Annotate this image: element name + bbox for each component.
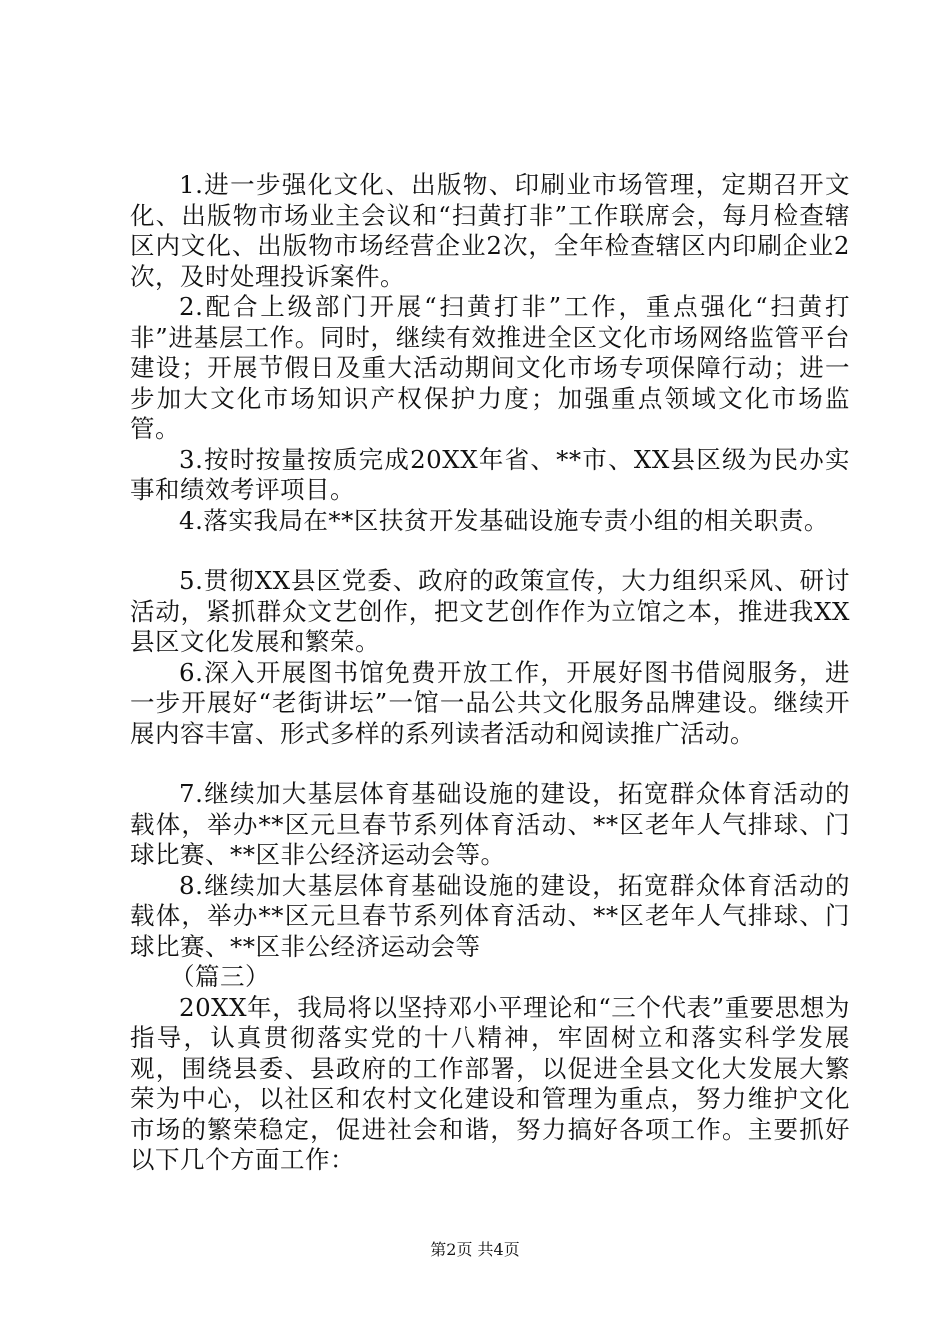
paragraph-5: 5.贯彻XX县区党委、政府的政策宣传，大力组织采风、研讨活动，紧抓群众文艺创作，把文艺创作作为立馆之本，推进我XX县区文化发展和繁荣。 [130, 566, 850, 656]
intro-paragraph: 20XX年，我局将以坚持邓小平理论和“三个代表”重要思想为指导，认真贯彻落实党的十八精神，牢固树立和落实科学发展观，围绕县委、县政府的工作部署，以促进全县文化大发展大繁荣为中心，以社区和农村文化建设和管理为重点，努力维护文化市场的繁荣稳定，促进社会和谐，努力搞好各项工作。主要抓好以下几个方面工作： [130, 992, 850, 1174]
document-body [130, 170, 850, 1176]
paragraph-8: 8.继续加大基层体育基础设施的建设，拓宽群众体育活动的载体，举办**区元旦春节系列体育活动、**区老年人气排球、门球比赛、**区非公经济运动会等 [130, 870, 850, 961]
paragraph-1: 1.进一步强化文化、出版物、印刷业市场管理，定期召开文化、出版物市场业主会议和“扫黄打非”工作联席会，每月检查辖区内文化、出版物市场经营企业2次，全年检查辖区内印刷企业2次，及时处理投诉案件。 [130, 170, 850, 291]
paragraph-7: 7.继续加大基层体育基础设施的建设，拓宽群众体育活动的载体，举办**区元旦春节系列体育活动、**区老年人气排球、门球比赛、**区非公经济运动会等。 [130, 779, 850, 869]
section-heading: （篇三） [170, 962, 270, 991]
paragraph-2: 2.配合上级部门开展“扫黄打非”工作，重点强化“扫黄打非”进基层工作。同时，继续有效推进全区文化市场网络监管平台建设；开展节假日及重大活动期间文化市场专项保障行动；进一步加大文化市场知识产权保护力度；加强重点领域文化市场监管。 [130, 292, 850, 443]
paragraph-6: 6.深入开展图书馆免费开放工作，开展好图书借阅服务，进一步开展好“老街讲坛”一馆一品公共文化服务品牌建设。继续开展内容丰富、形式多样的系列读者活动和阅读推广活动。 [130, 657, 850, 748]
paragraph-4: 4.落实我局在**区扶贫开发基础设施专责小组的相关职责。 [179, 505, 829, 535]
page-footer: 第2页 共4页 [430, 1240, 520, 1259]
paragraph-3: 3.按时按量按质完成20XX年省、**市、XX县区级为民办实事和绩效考评项目。 [130, 444, 850, 504]
